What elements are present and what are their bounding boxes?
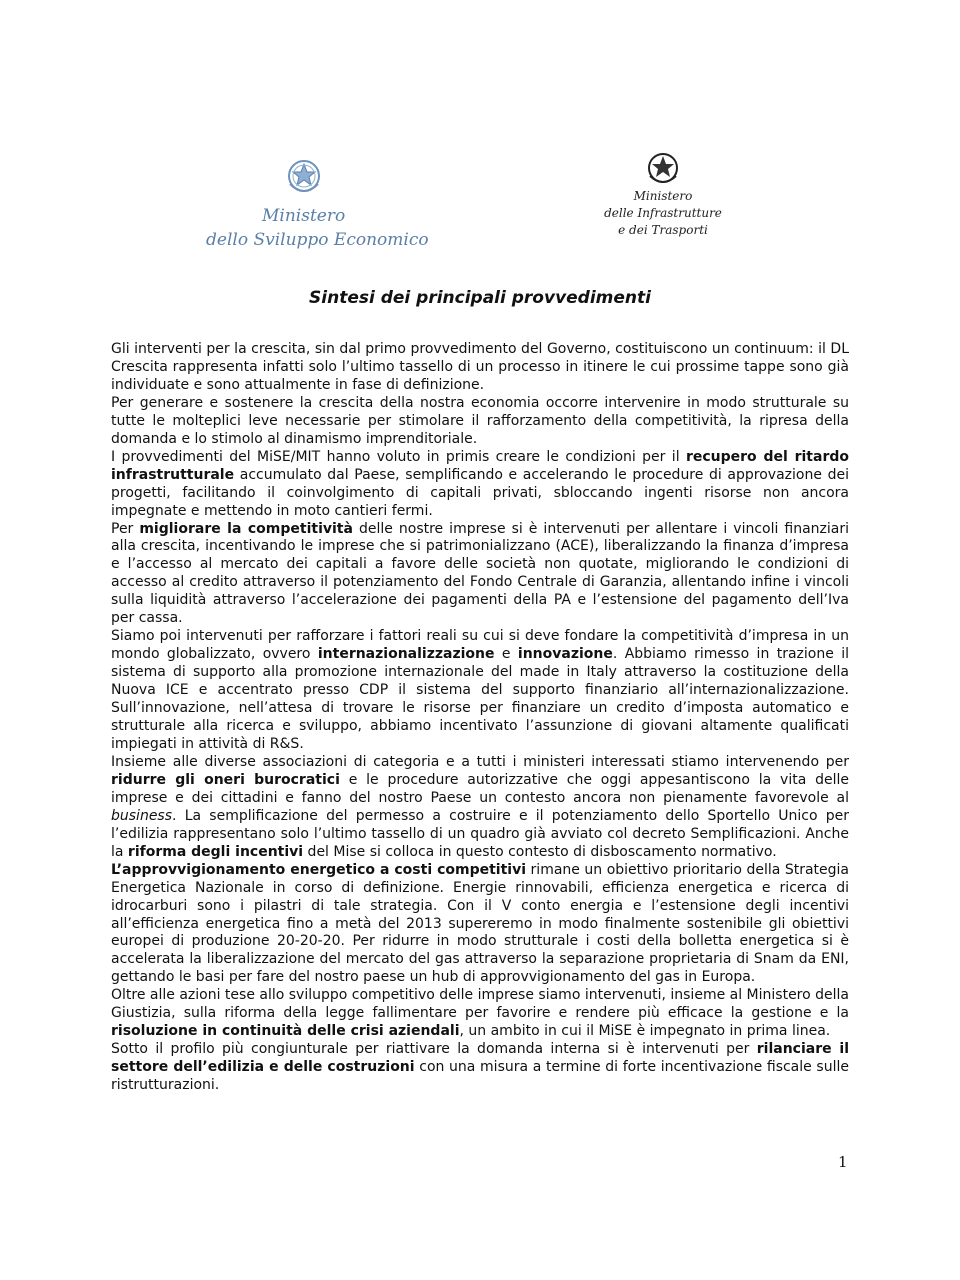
document-title: Sintesi dei principali provvedimenti <box>309 288 651 308</box>
paragraph-text: Gli interventi per la crescita, sin dal primo provvedimento del Governo, costituiscono un continuum: il DL Crescita rappresenta infatti solo l’ultimo tassello di un processo in itinere le cui prossime tappe sono già individuate e sono attualmente in fase di definizione. <box>111 341 849 393</box>
paragraph-text: delle nostre imprese si è intervenuti per allentare i vincoli finanziari alla crescita, incentivando le imprese che si patrimonializzano (ACE), liberalizzando la finanza d’impresa e l’accesso al mercato dei capitali a favore delle società non quotate, migliorando le condizioni di accesso al credito attraverso il potenziamento del Fondo Centrale di Garanzia, allentando infine i vincoli sulla liquidità attraverso l’accelerazione dei pagamenti della PA e l’estensione del pagamento dell’Iva per cassa. <box>111 520 850 627</box>
emphasis-text: internazionalizzazione <box>317 646 495 663</box>
paragraph-text: Per <box>111 520 140 537</box>
paragraph-text: Oltre alle azioni tese allo sviluppo competitivo delle imprese siamo intervenuti, insieme al Ministero della Giustizia, sulla riforma della legge fallimentare per favorire e rendere più efficace la gestione e la <box>111 987 850 1022</box>
paragraph-3 <box>111 449 849 521</box>
mise-logo-line1: Ministero <box>262 206 346 226</box>
paragraph-text: e <box>494 646 518 663</box>
paragraph-6 <box>111 754 849 862</box>
paragraph-text: Insieme alle diverse associazioni di categoria e a tutti i ministeri interessati stiamo intervenendo per <box>111 753 849 770</box>
emphasis-text: L’approvvigionamento energetico a costi competitivi <box>111 861 527 878</box>
paragraph-5 <box>111 628 849 754</box>
italian-emblem-icon <box>645 148 681 188</box>
paragraph-2 <box>111 395 849 449</box>
paragraph-text: e le procedure autorizzative che oggi appesantiscono la vita delle imprese e dei cittadini e fanno del nostro Paese un contesto ancora non pienamente favorevole al <box>111 771 849 806</box>
paragraph-7 <box>111 862 849 988</box>
mit-logo <box>598 148 728 258</box>
paragraph-text: , un ambito in cui il MiSE è impegnato in prima linea. <box>459 1023 831 1040</box>
paragraph-1 <box>111 341 849 395</box>
paragraph-text: . Abbiamo rimesso in trazione il sistema di supporto alla promozione internazionale del made in Italy attraverso la costituzione della Nuova ICE e accentrato presso CDP il sistema del supporto finanziario all’internazionalizzazione. Sull’innovazione, nell’attesa di trovare le risorse per finanziare un credito d’imposta automatico e strutturale alla ricerca e sviluppo, abbiamo incentivato l’assunzione di giovani altamente qualificati impiegati in attività di R&S. <box>111 646 849 752</box>
document-body <box>111 341 849 1095</box>
paragraph-9 <box>111 1041 849 1095</box>
paragraph-text: rimane un obiettivo prioritario della Strategia Energetica Nazionale in corso di definizione. Energie rinnovabili, efficienza energetica e ricerca di idrocarburi sono i pilastri di tale strategia. Con il V conto energia e l’estensione degli incentivi all’efficienza energetica fino a metà del 2013 supereremo in modo finalmente sostenibile gli obiettivi europei di produzione 20-20-20. Per ridurre in modo strutturale i costi della bolletta energetica si è accelerata la liberalizzazione del mercato del gas attraverso la separazione proprietaria di Snam da ENI, gettando le basi per fare del nostro paese un hub di approvvigionamento del gas in Europa. <box>111 861 849 986</box>
paragraph-text: Sotto il profilo più congiunturale per riattivare la domanda interna si è intervenuti per <box>111 1041 757 1058</box>
mise-logo-line2: dello Sviluppo Economico <box>206 230 429 250</box>
emphasis-text: risoluzione in continuità delle crisi aziendali <box>111 1023 460 1040</box>
paragraph-4 <box>111 521 849 629</box>
italian-emblem-icon <box>284 154 324 198</box>
paragraph-text: con una misura a termine di forte incentivazione fiscale sulle ristrutturazioni. <box>111 1059 849 1094</box>
emphasis-text: recupero del ritardo infrastrutturale <box>111 448 849 483</box>
mit-logo-line2: delle Infrastrutture <box>604 206 722 220</box>
paragraph-text: del Mise si colloca in questo contesto di disboscamento normativo. <box>303 843 777 860</box>
paragraph-text: Per generare e sostenere la crescita della nostra economia occorre intervenire in modo strutturale su tutte le molteplici leve necessarie per stimolare il rafforzamento della competitività, la ripresa della domanda e lo stimolo al dinamismo imprenditoriale. <box>111 394 849 447</box>
emphasis-text: ridurre gli oneri burocratici <box>111 771 340 788</box>
page-number: 1 <box>838 1153 848 1171</box>
paragraph-text: Siamo poi intervenuti per rafforzare i fattori reali su cui si deve fondare la competitività d’impresa in un mondo globalizzato, ovvero <box>111 628 849 663</box>
paragraph-8 <box>111 987 849 1041</box>
mit-logo-line3: e dei Trasporti <box>618 223 708 237</box>
emphasis-text: innovazione <box>517 646 613 663</box>
emphasis-text: migliorare la competitività <box>139 520 353 537</box>
mise-logo <box>198 154 429 254</box>
paragraph-text: . La semplificazione del permesso a costruire e il potenziamento dello Sportello Unico per l’edilizia rappresentano solo l’ultimo tassello di un quadro già avviato col decreto Semplificazioni. Anche la <box>111 807 849 860</box>
emphasis-text: rilanciare il settore dell’edilizia e delle costruzioni <box>111 1041 849 1076</box>
paragraph-text: I provvedimenti del MiSE/MIT hanno voluto in primis creare le condizioni per il <box>111 448 686 465</box>
paragraph-text: accumulato dal Paese, semplificando e accelerando le procedure di approvazione dei progetti, facilitando il coinvolgimento di capitali privati, sbloccando ingenti risorse non ancora impegnate e mettendo in moto cantieri fermi. <box>111 466 849 519</box>
emphasis-text: riforma degli incentivi <box>127 843 304 860</box>
mit-logo-line1: Ministero <box>633 189 693 203</box>
italic-text: business <box>111 807 173 824</box>
